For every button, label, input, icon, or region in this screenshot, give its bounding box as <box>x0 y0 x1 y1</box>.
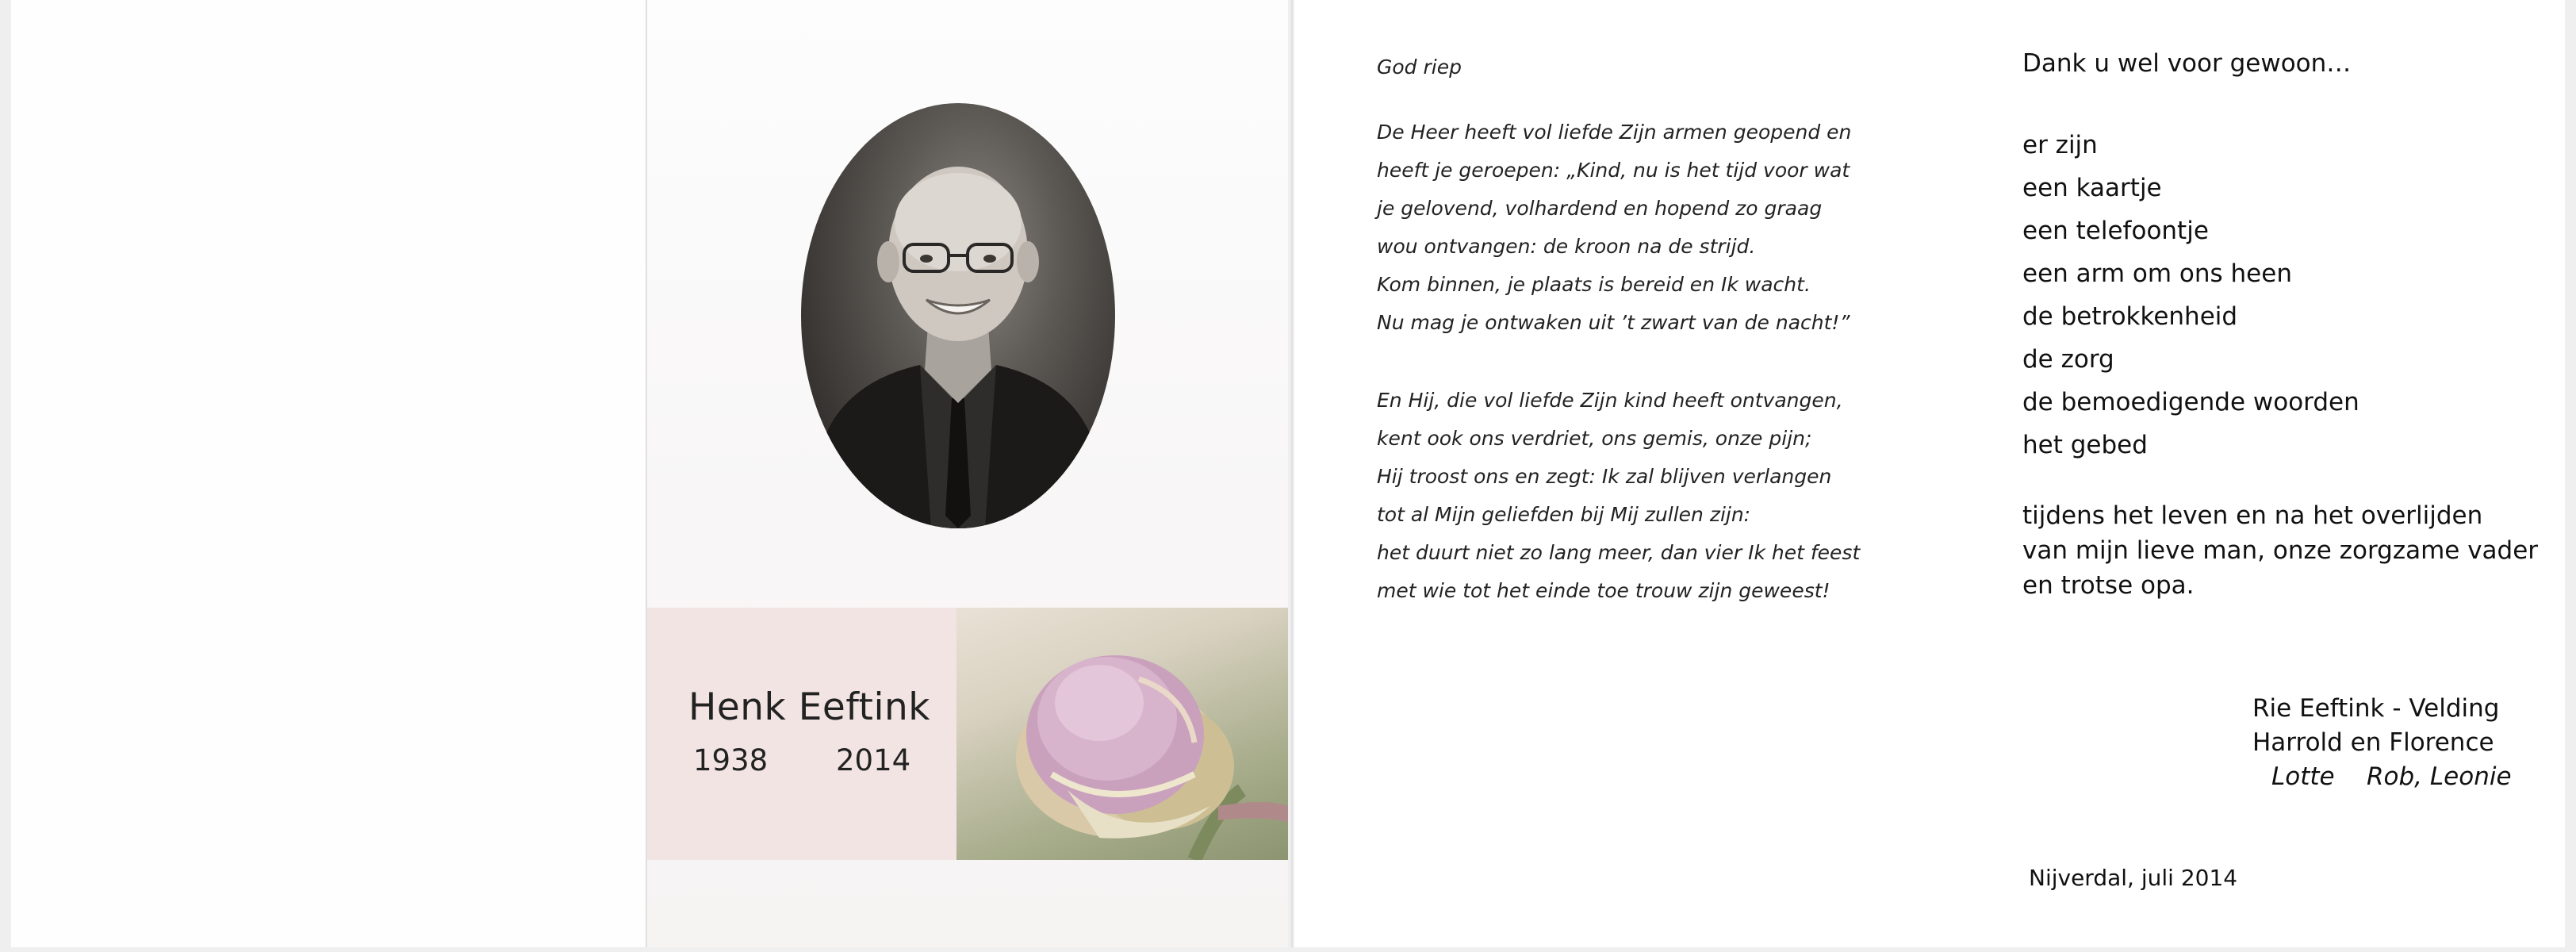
stanza-gap <box>1377 342 1860 382</box>
thanks-closing <box>2022 498 2538 603</box>
poem-line: je gelovend, volhardend en hopend zo graag <box>1377 197 1823 220</box>
thanks-title: Dank u wel voor gewoon… <box>2022 49 2352 78</box>
grandchild-2: Rob, Leonie <box>2367 762 2512 791</box>
peony-illustration <box>956 608 1288 860</box>
thanks-item: het gebed <box>2022 431 2148 459</box>
life-years <box>688 743 930 777</box>
poem-line: En Hij, die vol liefde Zijn kind heeft ontvangen, <box>1377 389 1843 412</box>
thanks-item: een kaartje <box>2022 174 2162 202</box>
poem-line: kent ook ons verdriet, ons gemis, onze pijn; <box>1377 427 1812 450</box>
fold-line-middle <box>1291 0 1293 947</box>
poem-line: De Heer heeft vol liefde Zijn armen geopend en <box>1377 121 1852 144</box>
cover-panel <box>647 0 1288 947</box>
signature-grandchildren <box>2252 760 2512 794</box>
poem-line: met wie tot het einde toe trouw zijn geweest! <box>1377 579 1830 602</box>
poem-line: Kom binnen, je plaats is bereid en Ik wacht. <box>1377 273 1811 296</box>
poem-title: God riep <box>1377 56 1462 79</box>
thanks-item: er zijn <box>2022 131 2098 159</box>
name-band <box>647 608 1288 860</box>
portrait-photo <box>801 103 1115 528</box>
closing-line: en trotse opa. <box>2022 571 2195 600</box>
thanks-item: de zorg <box>2022 345 2114 374</box>
poem-line: wou ontvangen: de kroon na de strijd. <box>1377 235 1756 258</box>
family-signature <box>2252 692 2512 794</box>
thanks-item: de betrokkenheid <box>2022 302 2238 331</box>
name-block <box>688 685 930 777</box>
closing-line: van mijn lieve man, onze zorgzame vader <box>2022 536 2539 565</box>
thanks-item: de bemoedigende woorden <box>2022 388 2359 416</box>
poem-stanza-2 <box>1377 382 1860 610</box>
poem-line: Nu mag je ontwaken uit ’t zwart van de nacht!” <box>1377 311 1850 334</box>
thanks-list <box>2022 124 2538 466</box>
poem-stanza-1 <box>1377 113 1860 342</box>
portrait-illustration <box>801 103 1115 528</box>
inner-panel <box>1294 0 2565 947</box>
year-died: 2014 <box>836 743 911 777</box>
signature-children: Harrold en Florence <box>2252 728 2494 757</box>
peony-flower-image <box>956 608 1288 860</box>
year-born: 1938 <box>693 743 769 777</box>
place-date: Nijverdal, juli 2014 <box>2029 865 2238 891</box>
deceased-name: Henk Eeftink <box>688 685 931 729</box>
blank-back-panel <box>11 0 646 947</box>
grandchild-1: Lotte <box>2271 762 2335 791</box>
poem-line: het duurt niet zo lang meer, dan vier Ik het feest <box>1377 541 1861 564</box>
poem-line: Hij troost ons en zegt: Ik zal blijven verlangen <box>1377 465 1832 488</box>
closing-line: tijdens het leven en na het overlijden <box>2022 501 2483 530</box>
poem <box>1377 56 1860 610</box>
poem-line: heeft je geroepen: „Kind, nu is het tijd voor wat <box>1377 159 1850 182</box>
thanks-item: een arm om ons heen <box>2022 259 2292 288</box>
poem-line: tot al Mijn geliefden bij Mij zullen zijn: <box>1377 503 1751 526</box>
thanks-section <box>2022 49 2538 603</box>
signature-widow: Rie Eeftink - Velding <box>2252 694 2500 723</box>
thanks-item: een telefoontje <box>2022 217 2209 245</box>
